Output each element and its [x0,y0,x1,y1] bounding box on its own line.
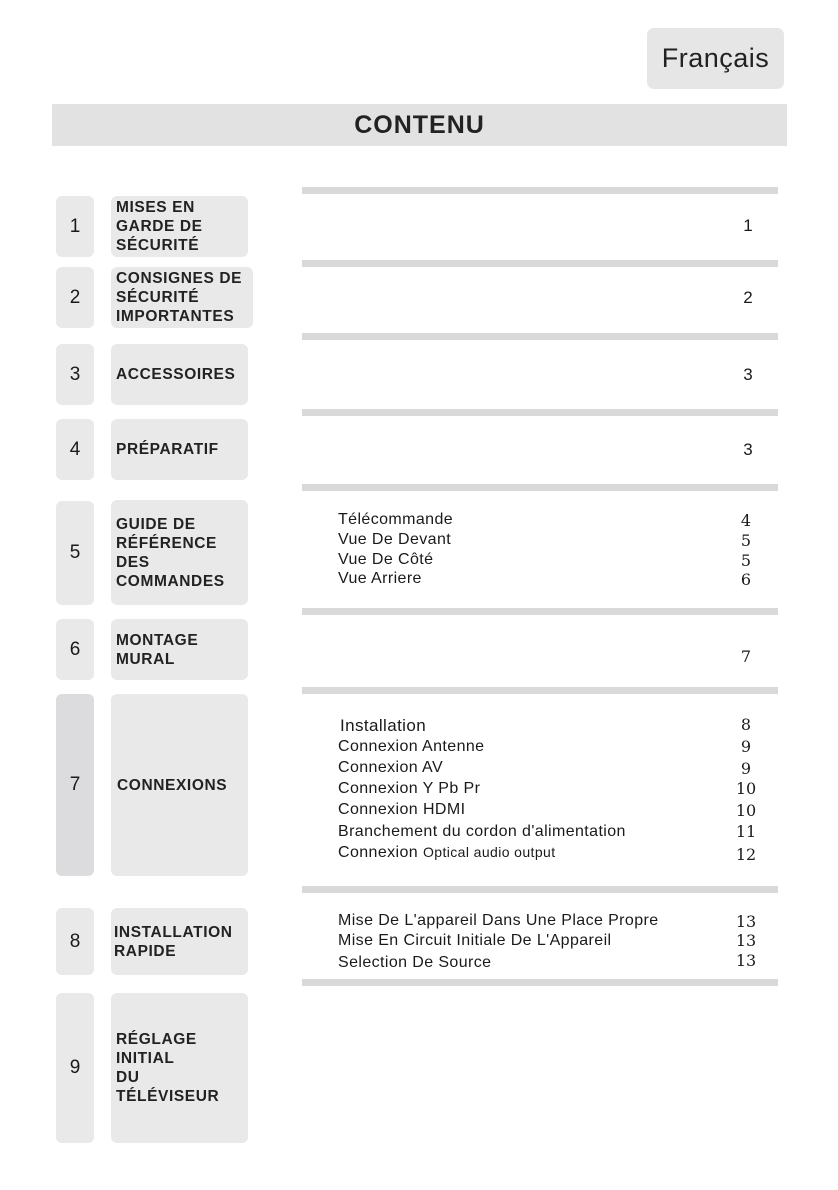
section-title-7: CONNEXIONS [111,694,248,876]
page-number: 4 [740,511,752,530]
section-number-9: 9 [56,993,94,1143]
section-number-1: 1 [56,196,94,257]
toc-item: Connexion Antenne [338,738,485,755]
section-title-5: GUIDE DE RÉFÉRENCE DES COMMANDES [111,500,248,605]
page-number: 5 [740,551,752,570]
page-number: 13 [735,951,757,970]
page-number: 10 [735,801,757,820]
page-number: 3 [743,365,753,384]
page-number: 13 [735,931,757,950]
section-title-3: ACCESSOIRES [111,344,248,405]
toc-item: Mise En Circuit Initiale De L'Appareil [338,932,612,949]
page-number: 11 [735,822,757,841]
section-title-4: PRÉPARATIF [111,419,248,480]
page-number: 1 [743,216,753,235]
section-number-8: 8 [56,908,94,975]
separator [302,187,778,194]
page-number: 9 [740,759,752,778]
section-number-5: 5 [56,501,94,605]
separator [302,687,778,694]
section-number-7: 7 [56,694,94,876]
separator [302,608,778,615]
separator [302,409,778,416]
language-badge: Français [647,28,784,89]
page-title: CONTENU [52,104,787,146]
toc-item-small: Optical audio output [422,844,556,860]
section-title-6: MONTAGE MURAL [111,619,248,680]
section-number-2: 2 [56,267,94,328]
toc-item: Connexion AV [338,759,444,776]
separator [302,979,778,986]
page-number: 6 [740,570,752,589]
section-number-3: 3 [56,344,94,405]
page-number: 5 [740,531,752,550]
toc-item: Mise De L'appareil Dans Une Place Propre [338,912,659,929]
toc-item: Vue Arriere [338,570,422,587]
toc-item [338,844,556,862]
toc-item: Vue De Devant [338,531,452,548]
section-title-9: RÉGLAGE INITIAL DU TÉLÉVISEUR [111,993,248,1143]
page-number: 2 [743,288,753,307]
separator [302,484,778,491]
section-title-1: MISES EN GARDE DE SÉCURITÉ [111,196,248,257]
toc-item-main: Connexion [338,844,419,861]
page-number: 10 [735,779,757,798]
page-number: 12 [735,845,757,864]
page-number: 13 [735,912,757,931]
section-number-4: 4 [56,419,94,480]
toc-item: Installation [340,716,427,735]
toc-item: Branchement du cordon d'alimentation [338,823,626,840]
section-number-6: 6 [56,619,94,680]
page-number: 8 [740,715,752,734]
section-title-2: CONSIGNES DE SÉCURITÉ IMPORTANTES [111,267,253,328]
separator [302,260,778,267]
toc-item: Selection De Source [338,954,492,971]
toc-item: Vue De Côté [338,551,434,568]
toc-item: Télécommande [338,511,454,528]
toc-item: Connexion HDMI [338,801,466,818]
separator [302,886,778,893]
section-title-8: INSTALLATION RAPIDE [111,908,248,975]
separator [302,333,778,340]
toc-item: Connexion Y Pb Pr [338,780,481,797]
page-number: 9 [740,737,752,756]
page-number: 7 [740,647,752,666]
page-number: 3 [743,440,753,459]
